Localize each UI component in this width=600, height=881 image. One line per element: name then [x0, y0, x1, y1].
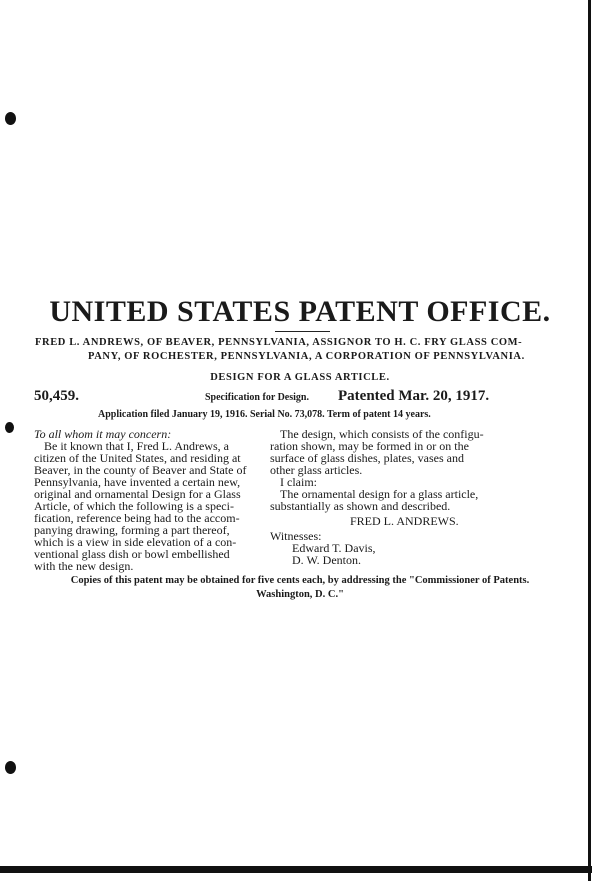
witnesses-label: Witnesses:: [270, 529, 322, 543]
design-number: 50,459.: [34, 388, 79, 404]
witness-name: D. W. Denton.: [292, 553, 361, 567]
application-line: Application filed January 19, 1916. Serial No. 73,078. Term of patent 14 years.: [98, 409, 431, 420]
claim-line: substantially as shown and described.: [270, 499, 451, 513]
body-line: Article, of which the following is a speci-: [34, 499, 234, 513]
page-edge-bottom: [0, 866, 592, 873]
patented-date: Patented Mar. 20, 1917.: [338, 388, 490, 404]
witness-name: Edward T. Davis,: [292, 541, 376, 555]
body-line: original and ornamental Design for a Glass: [34, 487, 241, 501]
title-rule: [275, 331, 330, 332]
body-line: fication, reference being had to the accom-: [34, 511, 240, 525]
right-column: [270, 428, 500, 566]
inventor-signature: FRED L. ANDREWS.: [350, 514, 459, 528]
body-line: Pennsylvania, have invented a certain new,: [34, 475, 241, 489]
assignment-line-2: PANY, OF ROCHESTER, PENNSYLVANIA, A CORPORATION OF PENNSYLVANIA.: [88, 351, 525, 362]
body-line: surface of glass dishes, plates, vases and: [270, 451, 464, 465]
claim-intro: I claim:: [280, 475, 317, 489]
body-line: with the new design.: [34, 559, 134, 573]
body-line: citizen of the United States, and residing at: [34, 451, 241, 465]
body-line: The design, which consists of the configu-: [280, 427, 484, 441]
body-line: other glass articles.: [270, 463, 363, 477]
body-line: Beaver, in the county of Beaver and State of: [34, 463, 247, 477]
left-column: [34, 428, 259, 572]
punch-hole-middle: [5, 422, 14, 433]
body-line: which is a view in side elevation of a con-: [34, 535, 237, 549]
page-edge-right: [588, 0, 591, 881]
copies-line-2: Washington, D. C.": [256, 589, 344, 600]
claim-line: The ornamental design for a glass article,: [280, 487, 479, 501]
body-line: ventional glass dish or bowl embellished: [34, 547, 230, 561]
specification-label: Specification for Design.: [205, 392, 309, 403]
salutation: To all whom it may concern:: [34, 427, 172, 441]
punch-hole-bottom: [5, 761, 16, 774]
punch-hole-top: [5, 112, 16, 125]
office-title: UNITED STATES PATENT OFFICE.: [49, 295, 551, 328]
design-title: DESIGN FOR A GLASS ARTICLE.: [210, 372, 390, 383]
body-line: Be it known that I, Fred L. Andrews, a: [44, 439, 229, 453]
copies-line-1: Copies of this patent may be obtained for five cents each, by addressing the "Commissioner of Patents.: [70, 575, 530, 586]
body-line: panying drawing, forming a part thereof,: [34, 523, 230, 537]
assignment-line-1: FRED L. ANDREWS, OF BEAVER, PENNSYLVANIA, ASSIGNOR TO H. C. FRY GLASS COM-: [35, 337, 523, 348]
body-line: ration shown, may be formed in or on the: [270, 439, 469, 453]
copies-notice: [0, 574, 600, 602]
